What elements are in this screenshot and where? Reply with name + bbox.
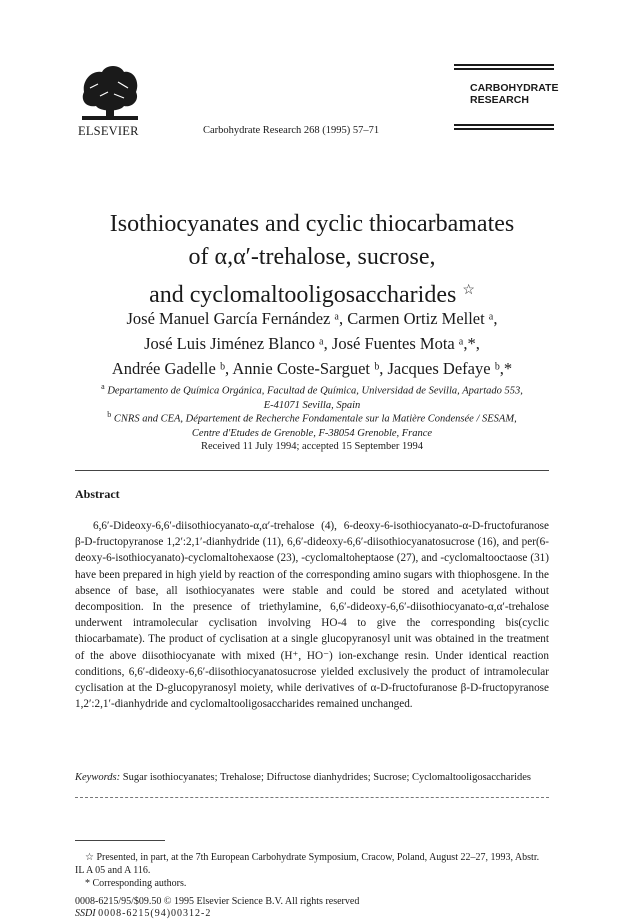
title-line-1: Isothiocyanates and cyclic thiocarbamates [109, 211, 515, 237]
journal-rule-bottom-2 [454, 128, 554, 130]
footnote-presented: ☆ Presented, in part, at the 7th European Carbohydrate Symposium, Cracow, Poland, August 22–27, 1993, Abstr. IL A 05 and A 116. [75, 852, 540, 876]
article-title [60, 208, 564, 312]
copyright-line: 0008-6215/95/$09.50 © 1995 Elsevier Science B.V. All rights reserved [75, 896, 360, 907]
header-divider [75, 470, 549, 471]
ssdi-line [75, 908, 211, 919]
ssdi-code: 0008-6215(94)00312-2 [98, 908, 212, 919]
journal-citation: Carbohydrate Research 268 (1995) 57–71 [203, 125, 380, 136]
abstract-heading: Abstract [75, 487, 120, 501]
journal-name [470, 82, 558, 106]
affiliation-a-mark: a [101, 382, 105, 391]
journal-name-line2: RESEARCH [470, 94, 529, 106]
footnote-rule [75, 840, 165, 841]
ssdi-label: SSDI [75, 908, 96, 919]
affiliation-a-line2: E-41071 Sevilla, Spain [263, 399, 361, 411]
journal-name-line1: CARBOHYDRATE [470, 82, 559, 94]
authors-line-3: Andrée Gadelle ᵇ, Annie Coste-Sarguet ᵇ, Jacques Defaye ᵇ,* [111, 359, 513, 378]
keywords-label: Keywords: [75, 772, 121, 783]
keywords-divider [75, 797, 549, 798]
keywords [75, 772, 549, 783]
journal-rule-bottom [454, 124, 554, 126]
abstract-paragraph: 6,6′-Dideoxy-6,6′-diisothiocyanato-α,α′-trehalose (4), 6-deoxy-6-isothiocyanato-α-D-fructofuranose β-D-fructopyranose 1,2′:2,1′-dianhydride (11), 6,6′-dideoxy-6,6′-diisothiocyanatosucrose (16), and per(6-deoxy-6-isothiocyanato)-cyclomaltohexaose (23), -cyclomaltoheptaose (27), and -cyclomaltooctaose (31) have been prepared in high yield by reaction of the corresponding amino sugars with thiophosgene. In the absence of base, all isothiocyanates were stable and could be stored and acetylated without decomposition. In the presence of triethylamine, 6,6′-dideoxy-6,6′-diisothiocyanato-α,α′-trehalose underwent intramolecular cyclisation involving HO-4 to give the corresponding bis(cyclic thiocarbamate). The product of cyclisation at a single glucopyranosyl unit was obtained in the treatment of the above diisothiocyanate with mixed (H⁺, HO⁻) ion-exchange resin. Under identical reaction conditions, 6,6′-dideoxy-6,6′-diisothiocyanatosucrose yielded exclusively the product of intramolecular cyclisation at the D-glucopyranosyl moiety, while derivatives of α-D-fructofuranose β-D-fructopyranose 1,2′:2,1′-dianhydride and cyclomaltooligosaccharides remained unchanged. [75, 520, 549, 711]
keywords-text: Sugar isothiocyanates; Trehalose; Difructose dianhydrides; Sucrose; Cyclomaltooligosaccharides [122, 772, 531, 783]
affiliation-b-mark: b [107, 410, 112, 419]
author-list [60, 306, 564, 381]
affiliation-a-text1: Departamento de Química Orgánica, Facultad de Química, Universidad de Sevilla, Apartado 553, [107, 385, 523, 397]
affiliation-b [80, 408, 544, 441]
title-line-3-text: and cyclomaltooligosaccharides [149, 282, 457, 308]
elsevier-tree-logo [78, 62, 142, 122]
authors-line-1: José Manuel García Fernández ᵃ, Carmen Ortiz Mellet ᵃ, [126, 309, 498, 328]
publisher-name: ELSEVIER [78, 124, 139, 138]
affiliation-b-line2: Centre d'Etudes de Grenoble, F-38054 Grenoble, France [191, 427, 433, 439]
affiliation-b-line1 [80, 408, 544, 427]
received-dates: Received 11 July 1994; accepted 15 September 1994 [200, 441, 424, 452]
title-line-2: of α,α′-trehalose, sucrose, [188, 244, 436, 270]
affiliation-a-line1 [80, 380, 544, 399]
footnotes [75, 851, 549, 890]
journal-rule-top-2 [454, 68, 554, 70]
footnote-corresponding: * Corresponding authors. [85, 878, 187, 889]
journal-rule-top [454, 64, 554, 66]
abstract-body [75, 518, 549, 712]
authors-line-2: José Luis Jiménez Blanco ᵃ, José Fuentes Mota ᵃ,*, [144, 334, 480, 353]
title-footnote-star: ☆ [462, 283, 475, 298]
affiliation-b-text1: CNRS and CEA, Département de Recherche Fondamentale sur la Matière Condensée / SESAM, [113, 413, 517, 425]
